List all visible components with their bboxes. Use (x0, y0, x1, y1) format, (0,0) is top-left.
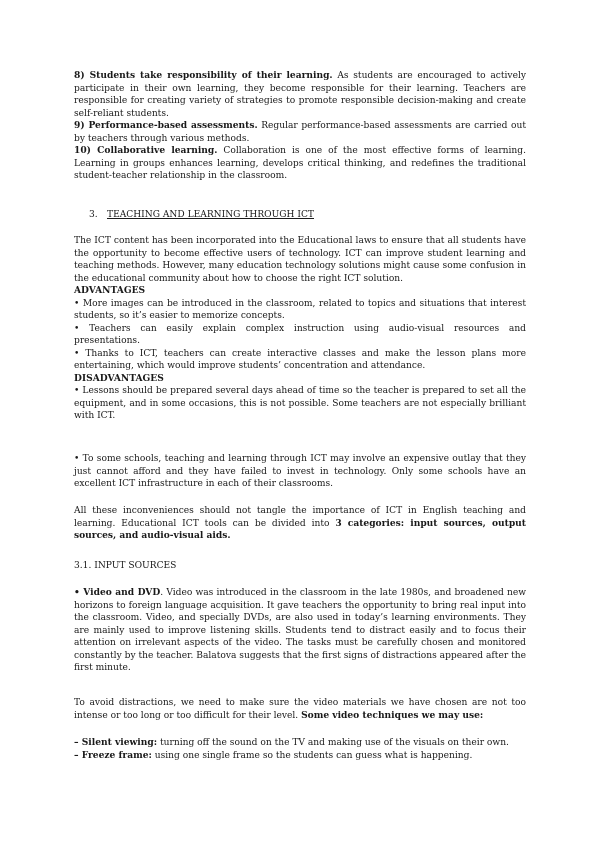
advantage-item: • Thanks to ICT, teachers can create interactive classes and make the lesson plans more entertaining, which would improve students’ concentration and attendance. (74, 348, 526, 371)
section-3-1-heading: 3.1. INPUT SOURCES (74, 561, 177, 571)
technique-item: – Freeze frame: using one single frame so the students can guess what is happening. (74, 749, 473, 761)
video-techniques-list (74, 737, 526, 762)
point-10: 10) Collaborative learning. Collaboration is one of the most effective forms of learning. Learning in groups enhances learning, develops critical thinking, and redefines the traditional student-teacher relationship in the classroom. (74, 145, 526, 181)
disadvantage-item: • To some schools, teaching and learning through ICT may involve an expensive outlay that they just cannot afford and they have failed to invest in technology. Only some schools have an excellent ICT infrastructure in each of their classrooms. (74, 454, 526, 489)
point-8: 8) Students take responsibility of their learning. As students are encouraged to actively participate in their own learning, they become responsible for their learning. Teachers are responsible for creating variety of strategies to promote responsible decision-making and create self-reliant students. (74, 70, 526, 119)
technique-item: – Silent viewing: turning off the sound on the TV and making use of the visuals on their own. (74, 737, 509, 748)
section-3-intro: The ICT content has been incorporated into the Educational laws to ensure that all students have the opportunity to become effective users of technology. ICT can improve student learning and teaching methods. However, many education technology solutions might cause some confusion in the educational community about how to choose the right ICT solution. (74, 236, 526, 284)
section-3-heading: 3. TEACHING AND LEARNING THROUGH ICT (89, 210, 314, 220)
video-and-dvd-paragraph: • Video and DVD. Video was introduced in the classroom in the late 1980s, and broadened new horizons to foreign language acquisition. It gave teachers the opportunity to bring real input into the classroom. Video, and specially DVDs, are also used in today’s learning environments. They are mainly used to improve listening skills. Students tend to distract easily and to focus their attention on irrelevant aspects of the video. The tasks must be carefully chosen and monitored constantly by the teacher. Balatova suggests that the first signs of distractions appeared after the first minute. (74, 587, 526, 673)
point-9: 9) Performance-based assessments. Regular performance-based assessments are carried out by teachers through various methods. (74, 120, 526, 144)
section-3-body (74, 235, 526, 423)
advantages-heading: ADVANTAGES (74, 285, 146, 296)
advantage-item: • More images can be introduced in the classroom, related to topics and situations that interest students, so it’s easier to memorize concepts. (74, 298, 526, 321)
section-3-conclusion: All these inconveniences should not tangle the importance of ICT in English teaching and learning. Educational ICT tools can be divided into 3 categories: input sources, output sources, and audio-visual aids. (74, 506, 526, 541)
disadvantage-item: • Lessons should be prepared several days ahead of time so the teacher is prepared to set all the equipment, and in some occasions, this is not possible. Some teachers are not especially brilliant with ICT. (74, 386, 526, 421)
disadvantages-heading: DISADVANTAGES (74, 372, 164, 384)
distractions-paragraph: To avoid distractions, we need to make sure the video materials we have chosen are not too intense or too long or too difficult for their level. Some video techniques we may use: (74, 698, 526, 721)
numbered-points-8-10 (74, 70, 526, 183)
advantage-item: • Teachers can easily explain complex instruction using audio-visual resources and presentations. (74, 323, 526, 346)
